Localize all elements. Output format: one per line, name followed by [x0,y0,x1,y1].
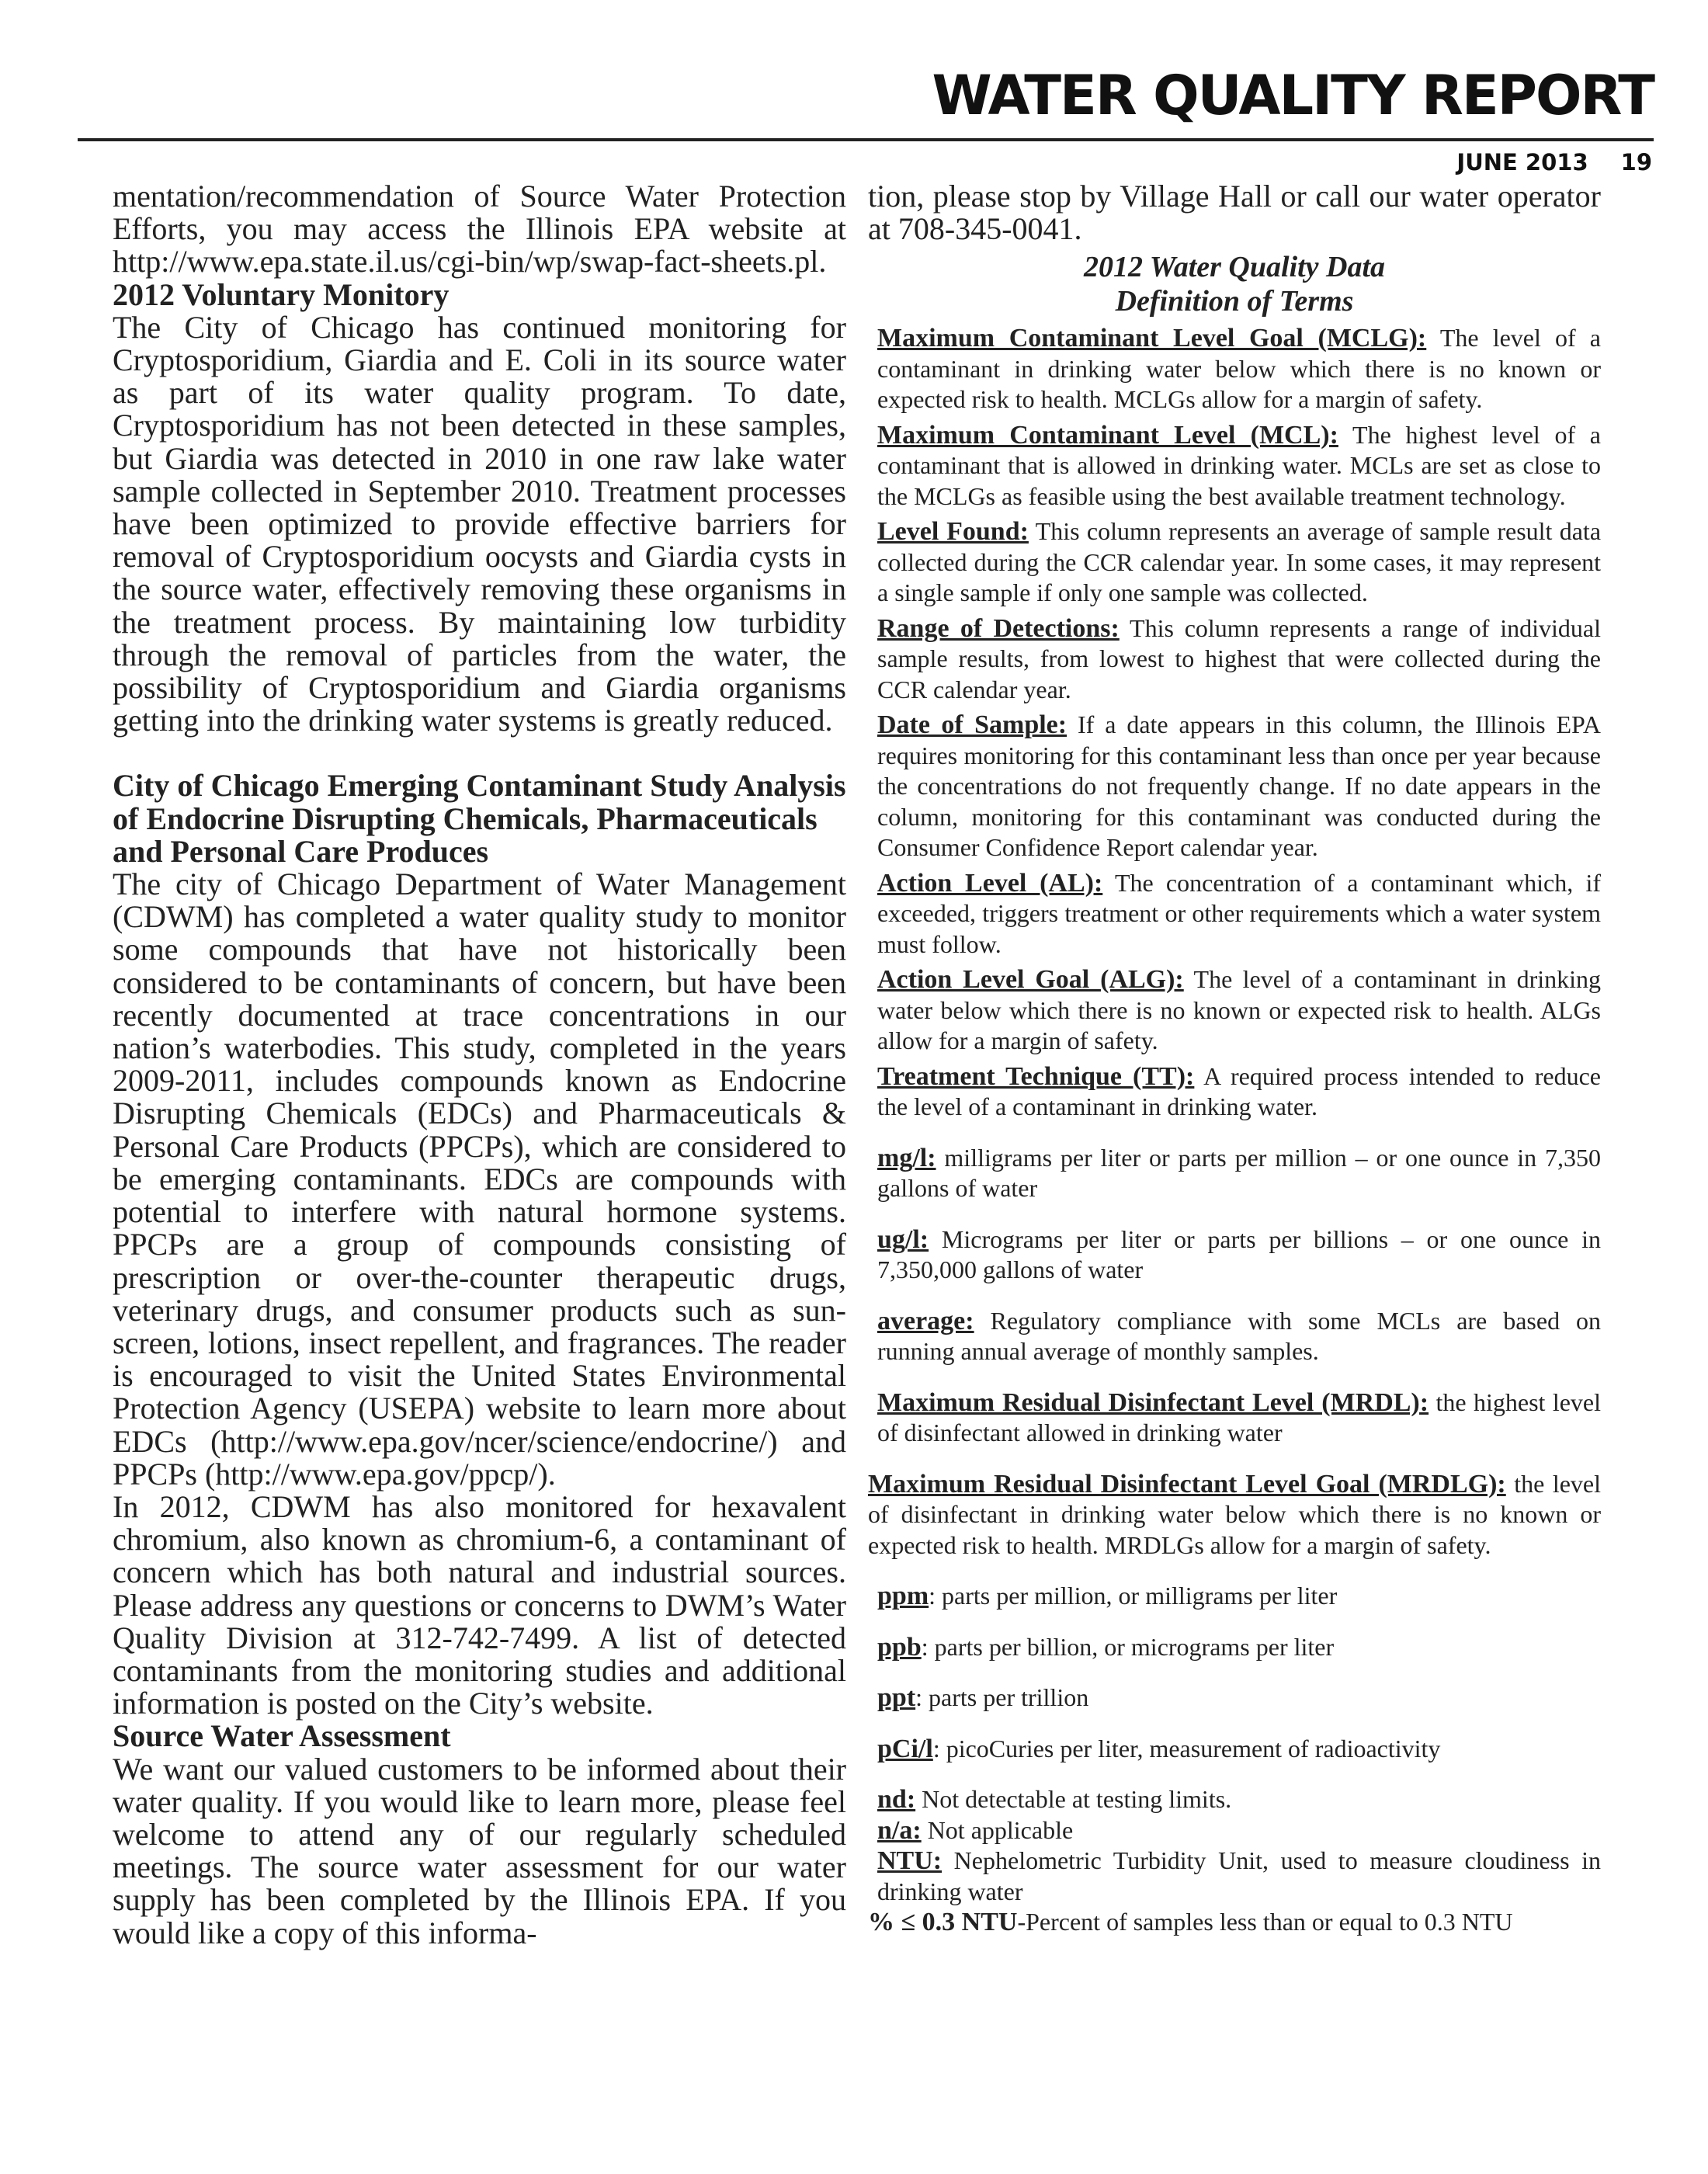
definition-term: Action Level Goal (ALG): [877,965,1184,994]
unit-text: Not detectable at testing limits. [915,1785,1232,1813]
unit-text: Nephelometric Turbidity Unit, used to measure cloudiness in drinking water [877,1846,1601,1905]
definition-text: the level of disinfectant in drinking water below which there is no known or expected risk to health. MRDLGs allow for a margin of safety. [868,1469,1602,1559]
unit-term: pCi/l [877,1734,933,1763]
definition-level-found [868,516,1601,609]
definition-text: milligrams per liter or parts per million – or one ounce in 7,350 gallons of water [877,1143,1602,1202]
definition-text: This column represents a range of individual sample results, from lowest to highest that were collected during the CCR calendar year. [877,613,1601,703]
definition-text: the highest level of disinfectant allowed in drinking water [877,1387,1602,1446]
definition-term: Treatment Technique (TT): [877,1061,1195,1091]
unit-nd [868,1784,1601,1815]
unit-ntu [868,1846,1601,1907]
definition-mcl [868,420,1601,512]
definition-term: Range of Detections: [877,613,1120,643]
unit-term: ppm [877,1582,929,1610]
definition-text: The level of a contaminant in drinking water below which there is no known or expected risk to health. MCLGs allow for a margin of safety. [877,324,1602,413]
definition-mg-l [868,1143,1601,1204]
definition-term: Date of Sample: [877,710,1068,739]
unit-term: ppt [877,1683,916,1712]
left-column [113,180,846,1950]
heading-source-water-assessment: Source Water Assessment [113,1718,451,1754]
heading-voluntary-monitory: 2012 Voluntary Monitory [113,276,450,312]
unit-text: : parts per billion, or micrograms per liter [921,1632,1335,1661]
unit-ppb [868,1632,1601,1663]
paragraph-emerging-contaminant-study: The city of Chicago Department of Water Management (CDWM) has completed a water quality study to monitor some compounds that have not historically been considered to be contaminants of concern, but have been recently documented at trace concentrations in our nation’s waterbodies. This study, completed in the years 2009-2011, includes compounds known as Endocrine Disrupting Chemicals (EDCs) and Pharmaceuticals & Personal Care Products (PPCPs), which are considered to be emerging contaminants. EDCs are compounds with potential to interfere with natural hormone systems. PPCPs are a group of compounds consisting of prescription or over-the-counter therapeutic drugs, veterinary drugs, and consumer products such as sun-screen, lotions, insect repellent, and fragrances. The reader is encouraged to visit the United States Environmental Protection Agency (USEPA) website to learn more about EDCs (http://www.epa.gov/ncer/science/endocrine/) and PPCPs (http://www.epa.gov/ppcp/). [113,866,846,1492]
definition-text: Micrograms per liter or parts per billions – or one ounce in 7,350,000 gallons of water [877,1224,1601,1283]
unit-term: n/a: [877,1815,922,1845]
definition-range-of-detections [868,613,1601,706]
definition-term: Maximum Residual Disinfectant Level Goal (MRDLG): [868,1469,1506,1499]
unit-term: % ≤ 0.3 NTU [868,1908,1018,1936]
definition-term: mg/l: [877,1143,936,1172]
definition-text: Regulatory compliance with some MCLs are based on running annual average of monthly samples. [877,1306,1602,1365]
paragraph-continuation: tion, please stop by Village Hall or call our water operator at 708-345-0041. [868,179,1601,246]
definition-action-level [868,868,1601,960]
unit-term: ppb [877,1632,922,1662]
definition-action-level-goal [868,964,1601,1057]
paragraph-source-water-link: mentation/recommendation of Source Water Protection Efforts, you may access the Illinois EPA website at http://www.epa.state.il.us/cgi-bin/wp/swap-fact-sheets.pl. [113,179,846,280]
definition-text: This column represents an average of sample result data collected during the CCR calendar year. In some cases, it may represent a single sample if only one sample was collected. [877,517,1602,606]
unit-text: -Percent of samples less than or equal to 0.3 NTU [1017,1908,1513,1936]
unit-text: : picoCuries per liter, measurement of radioactivity [932,1734,1441,1762]
report-title: WATER QUALITY REPORT [932,64,1654,127]
section-subtitle: Definition of Terms [1115,285,1354,318]
unit-percent-ntu [868,1907,1601,1938]
paragraph-source-water-assessment: We want our valued customers to be informed about their water quality. If you would like to learn more, please feel welcome to attend any of our regularly scheduled meetings. The source water assessment for our water supply has been completed by the Illinois EPA. If you would like a copy of this informa- [113,1751,846,1950]
definition-term: Maximum Contaminant Level Goal (MCLG): [877,324,1427,352]
definition-term: Maximum Contaminant Level (MCL): [877,420,1338,450]
unit-pci-l [868,1734,1601,1765]
heading-emerging-contaminant-study: City of Chicago Emerging Contaminant Study Analysis of Endocrine Disrupting Chemicals, Pharmaceuticals and Personal Care Produces [113,768,846,869]
definition-text: If a date appears in this column, the Illinois EPA requires monitoring for this contaminant less than once per year because the concentrations do not frequently change. If no date appears in the column, monitoring for this contaminant was conducted during the Consumer Confidence Report calendar year. [877,710,1602,861]
definition-text: A required process intended to reduce the level of a contaminant in drinking water. [877,1061,1602,1120]
header-rule [78,138,1654,141]
unit-na [868,1815,1601,1846]
section-title: 2012 Water Quality Data [1083,251,1386,283]
right-column [868,180,1601,1938]
unit-text: : parts per million, or milligrams per liter [929,1582,1338,1610]
definition-term: Level Found: [877,517,1029,546]
definition-text: The highest level of a contaminant that is allowed in drinking water. MCLs are set as close to the MCLGs as feasible using the best available treatment technology. [877,420,1602,510]
definition-term: average: [877,1306,974,1335]
unit-text: Not applicable [921,1815,1074,1844]
unit-term: NTU: [877,1846,943,1875]
dateline [1456,149,1652,175]
definition-ug-l [868,1224,1601,1286]
definition-term: Action Level (AL): [877,868,1103,898]
definition-mclg [868,323,1601,415]
definition-date-of-sample [868,710,1601,863]
definition-text: The concentration of a contaminant which, if exceeded, triggers treatment or other requirements which a water system must follow. [877,868,1602,958]
definition-text: The level of a contaminant in drinking water below which there is no known or expected risk to health. ALGs allow for a margin of safety. [877,965,1602,1054]
definition-mrdlg [868,1469,1601,1561]
issue-date: JUNE 2013 [1456,149,1588,175]
paragraph-hexavalent-chromium: In 2012, CDWM has also monitored for hexavalent chromium, also known as chromium-6, a contaminant of concern which has both natural and industrial sources. Please address any questions or concerns to DWM’s Water Quality Division at 312-742-7499. A list of detected contaminants from the monitoring studies and additional information is posted on the City’s website. [113,1488,846,1721]
paragraph-voluntary-monitory: The City of Chicago has continued monitoring for Cryptosporidium, Giardia and E. Coli in its source water as part of its water quality program. To date, Cryptosporidium has not been detected in these samples, but Giardia was detected in 2010 in one raw lake water sample collected in September 2010. Treatment processes have been optimized to provide effective barriers for removal of Cryptosporidium oocysts and Giardia cysts in the source water, effectively removing these organisms in the treatment process. By maintaining low turbidity through the removal of particles from the water, the possibility of Cryptosporidium and Giardia organisms getting into the drinking water systems is greatly reduced. [113,309,846,738]
definition-treatment-technique [868,1061,1601,1123]
definition-term: Maximum Residual Disinfectant Level (MRDL): [877,1387,1429,1417]
page-number: 19 [1620,149,1652,175]
unit-ppt [868,1683,1601,1714]
definition-average [868,1306,1601,1367]
spacer [113,737,846,769]
unit-text: : parts per trillion [915,1683,1089,1711]
definition-mrdl [868,1387,1601,1449]
unit-term: nd: [877,1785,916,1814]
definition-term: ug/l: [877,1224,929,1254]
unit-ppm [868,1581,1601,1612]
